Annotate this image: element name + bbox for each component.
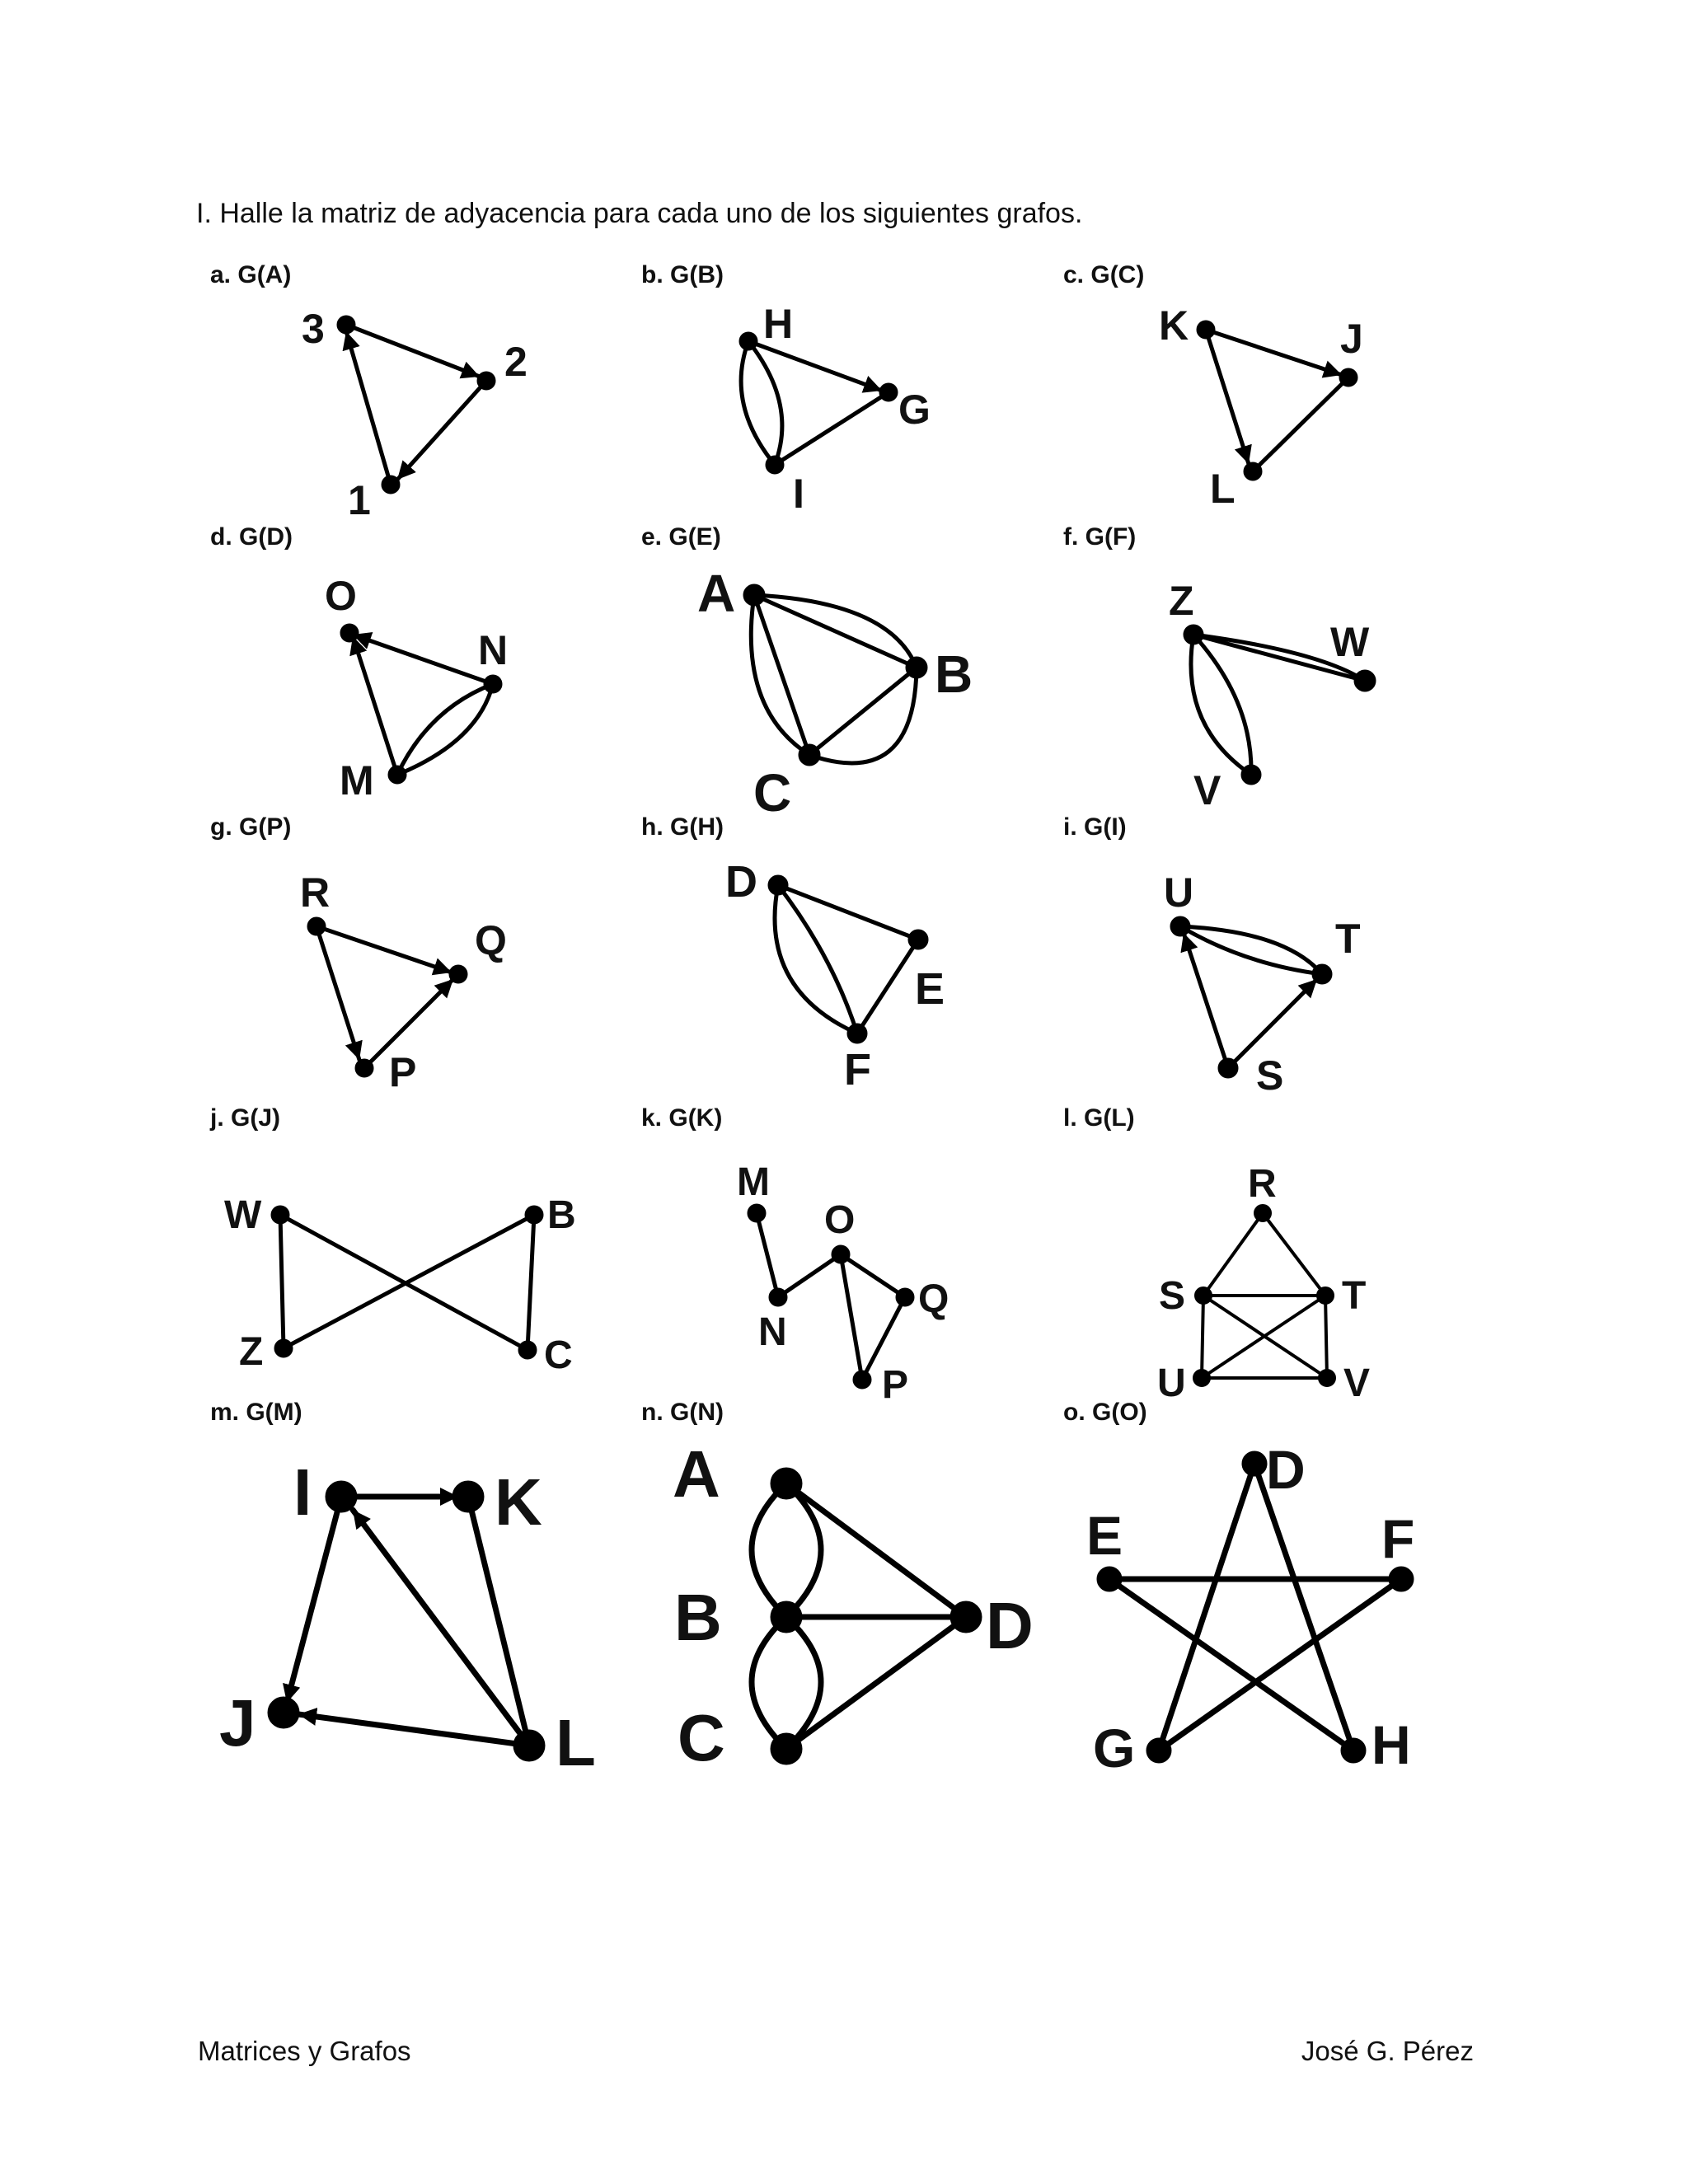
edge-a-d	[786, 1483, 966, 1617]
edge-b-c-1	[809, 668, 917, 755]
edge-e-f	[857, 940, 918, 1033]
edge-z-v-1	[1191, 635, 1251, 775]
node-f	[1391, 1569, 1411, 1589]
graph-label-a: a. G(A)	[210, 261, 292, 288]
node-label-n-b: B	[674, 1581, 722, 1654]
node-j	[1341, 370, 1356, 385]
node-f	[849, 1025, 865, 1042]
node-m	[390, 767, 405, 782]
node-label-g-p: P	[389, 1049, 417, 1095]
node-label-l-t: T	[1342, 1274, 1367, 1318]
edge-d-f-1	[775, 885, 857, 1033]
node-k	[455, 1483, 481, 1510]
node-label-i-u: U	[1164, 869, 1194, 916]
node-q	[451, 967, 466, 982]
node-1	[383, 477, 398, 492]
edge-1-3	[346, 331, 391, 485]
edge-n-o	[778, 1254, 841, 1297]
node-label-i-s: S	[1256, 1052, 1284, 1099]
graph-a	[339, 317, 494, 492]
node-label-l-u: U	[1157, 1361, 1186, 1405]
node-label-o-h: H	[1372, 1714, 1411, 1775]
edge-m-o	[353, 636, 397, 775]
node-i	[767, 457, 782, 472]
graph-label-k: k. G(K)	[641, 1104, 723, 1132]
edge-h-i-1	[741, 341, 775, 465]
edge-h-i-2	[748, 341, 782, 465]
node-label-k-p: P	[882, 1363, 909, 1407]
node-c	[773, 1736, 799, 1762]
edge-3-2	[346, 325, 480, 377]
node-label-b-g: G	[898, 387, 931, 433]
edge-m-n-2	[397, 684, 493, 775]
node-label-e-a: A	[697, 564, 736, 623]
edge-s-u	[1184, 933, 1228, 1068]
edge-k-l	[1206, 330, 1249, 464]
node-label-m-j: J	[219, 1686, 256, 1760]
node-d	[770, 877, 786, 893]
edge-n-o	[353, 635, 493, 684]
node-label-a-2: 2	[504, 339, 528, 385]
graph-c	[1198, 322, 1356, 479]
edge-s-u	[1202, 1296, 1203, 1378]
edge-z-v-2	[1193, 635, 1251, 775]
edge-o-p	[841, 1254, 862, 1380]
node-a	[745, 586, 763, 604]
edge-u-t-1	[1180, 926, 1322, 974]
node-label-o-g: G	[1093, 1718, 1136, 1779]
node-label-c-j: J	[1340, 316, 1363, 362]
edge-e-h	[1109, 1579, 1353, 1750]
graph-label-c: c. G(C)	[1063, 261, 1145, 288]
node-j	[270, 1699, 297, 1726]
node-label-l-s: S	[1159, 1274, 1186, 1318]
node-label-k-n: N	[758, 1310, 787, 1354]
node-label-o-f: F	[1381, 1508, 1415, 1569]
node-label-f-w: W	[1330, 619, 1370, 665]
graph-label-d: d. G(D)	[210, 523, 293, 551]
node-r	[309, 919, 324, 934]
node-label-g-r: R	[300, 869, 331, 916]
node-o	[833, 1247, 848, 1262]
node-d	[1245, 1454, 1264, 1474]
edge-d-g	[1159, 1464, 1254, 1750]
node-label-n-a: A	[673, 1437, 720, 1511]
edge-b-c	[528, 1215, 534, 1350]
node-v	[1243, 766, 1259, 783]
edge-h-g	[748, 341, 882, 391]
node-label-g-q: Q	[475, 917, 507, 963]
edge-g-i	[775, 392, 889, 465]
edge-c-d	[786, 1617, 966, 1749]
graph-i	[1172, 918, 1330, 1076]
edge-b-c-1	[752, 1617, 786, 1749]
node-k	[1198, 322, 1213, 337]
node-label-b-h: H	[763, 301, 794, 347]
node-o	[342, 626, 357, 640]
node-s	[1196, 1288, 1211, 1303]
node-a	[773, 1470, 799, 1497]
edge-r-q	[316, 926, 452, 972]
graph-label-n: n. G(N)	[641, 1399, 724, 1426]
graph-e	[745, 586, 926, 764]
graph-b	[741, 334, 896, 472]
node-label-c-l: L	[1210, 466, 1236, 512]
node-label-l-v: V	[1343, 1361, 1371, 1405]
node-label-h-e: E	[915, 964, 945, 1014]
node-b	[527, 1207, 542, 1222]
graph-n	[752, 1470, 979, 1762]
node-label-n-d: D	[986, 1589, 1034, 1662]
graph-label-g: g. G(P)	[210, 813, 292, 841]
node-i	[328, 1483, 354, 1510]
node-p	[855, 1372, 870, 1387]
node-label-j-b: B	[547, 1193, 576, 1237]
node-w	[1356, 672, 1374, 690]
graph-label-j: j. G(J)	[210, 1104, 281, 1132]
edge-j-l	[1253, 377, 1348, 471]
node-b	[907, 658, 926, 677]
edge-f-g	[1159, 1579, 1401, 1750]
node-label-n-c: C	[678, 1701, 725, 1774]
edge-t-v	[1325, 1296, 1327, 1378]
node-z	[276, 1341, 291, 1356]
node-c	[520, 1343, 535, 1357]
node-2	[479, 373, 494, 388]
edge-k-j	[1206, 330, 1342, 375]
node-d	[953, 1604, 979, 1630]
node-label-b-i: I	[793, 471, 804, 517]
node-s	[1220, 1060, 1236, 1076]
node-label-c-k: K	[1159, 302, 1189, 349]
edge-r-t	[1263, 1213, 1325, 1296]
graph-g	[309, 919, 466, 1076]
node-m	[749, 1206, 764, 1221]
node-label-d-n: N	[478, 627, 509, 673]
graph-label-l: l. G(L)	[1063, 1104, 1135, 1132]
node-e	[1100, 1569, 1119, 1589]
node-label-l-r: R	[1248, 1162, 1277, 1206]
node-g	[1149, 1741, 1169, 1760]
node-l	[1245, 464, 1260, 479]
node-label-k-m: M	[737, 1160, 770, 1204]
graph-label-b: b. G(B)	[641, 261, 724, 288]
edge-w-z	[280, 1215, 284, 1348]
edge-a-b-1	[752, 1483, 786, 1617]
graph-label-m: m. G(M)	[210, 1399, 302, 1426]
graph-label-f: f. G(F)	[1063, 523, 1137, 551]
node-w	[273, 1207, 288, 1222]
node-3	[339, 317, 354, 332]
edge-m-n-1	[397, 684, 493, 775]
node-e	[910, 931, 926, 948]
node-r	[1255, 1206, 1270, 1221]
graph-l	[1194, 1206, 1334, 1385]
graph-h	[770, 877, 926, 1042]
node-label-k-q: Q	[918, 1277, 950, 1321]
node-label-j-c: C	[544, 1333, 573, 1377]
node-n	[485, 677, 500, 691]
node-label-m-l: L	[556, 1706, 596, 1779]
node-label-e-b: B	[935, 644, 973, 704]
node-n	[771, 1290, 785, 1305]
edge-l-j	[298, 1714, 529, 1746]
graph-label-o: o. G(O)	[1063, 1399, 1147, 1426]
edge-2-1	[397, 381, 486, 480]
node-label-f-v: V	[1193, 767, 1221, 813]
edge-r-s	[1203, 1213, 1263, 1296]
edge-d-h	[1254, 1464, 1353, 1750]
node-u	[1194, 1371, 1209, 1385]
footer-title: Matrices y Grafos	[198, 2036, 411, 2066]
node-label-d-o: O	[325, 573, 357, 619]
node-p	[357, 1061, 372, 1076]
instruction-text: I. Halle la matriz de adyacencia para cada uno de los siguientes grafos.	[196, 198, 1083, 229]
node-label-m-k: K	[495, 1465, 542, 1539]
footer-author: José G. Pérez	[1301, 2036, 1474, 2066]
node-q	[898, 1290, 912, 1305]
node-label-k-o: O	[824, 1198, 856, 1242]
node-v	[1320, 1371, 1334, 1385]
node-u	[1172, 918, 1189, 935]
edge-o-q	[841, 1254, 905, 1297]
node-c	[800, 746, 818, 764]
node-label-j-z: Z	[239, 1330, 264, 1374]
node-t	[1314, 966, 1330, 982]
node-label-i-t: T	[1335, 916, 1361, 962]
node-h	[1343, 1741, 1363, 1760]
node-g	[881, 385, 896, 400]
node-z	[1185, 626, 1202, 643]
node-t	[1318, 1288, 1333, 1303]
graph-j	[273, 1207, 542, 1357]
node-label-a-1: 1	[348, 477, 371, 523]
node-label-f-z: Z	[1169, 578, 1194, 624]
node-label-o-e: E	[1086, 1505, 1123, 1566]
graph-label-e: e. G(E)	[641, 523, 721, 551]
graph-label-i: i. G(I)	[1063, 813, 1127, 841]
node-label-o-d: D	[1266, 1439, 1306, 1500]
node-label-h-d: D	[725, 857, 757, 907]
node-label-a-3: 3	[302, 306, 325, 352]
node-b	[773, 1604, 799, 1630]
graph-label-h: h. G(H)	[641, 813, 724, 841]
node-label-h-f: F	[844, 1045, 871, 1094]
edge-m-n	[757, 1213, 778, 1297]
node-label-e-c: C	[753, 763, 792, 823]
edge-r-p	[316, 926, 359, 1060]
graph-o	[1100, 1454, 1411, 1760]
edge-u-t-2	[1180, 926, 1322, 974]
node-label-j-w: W	[224, 1193, 262, 1237]
node-l	[516, 1732, 542, 1759]
node-label-d-m: M	[340, 757, 374, 804]
node-label-m-i: I	[293, 1455, 312, 1529]
node-h	[741, 334, 756, 349]
